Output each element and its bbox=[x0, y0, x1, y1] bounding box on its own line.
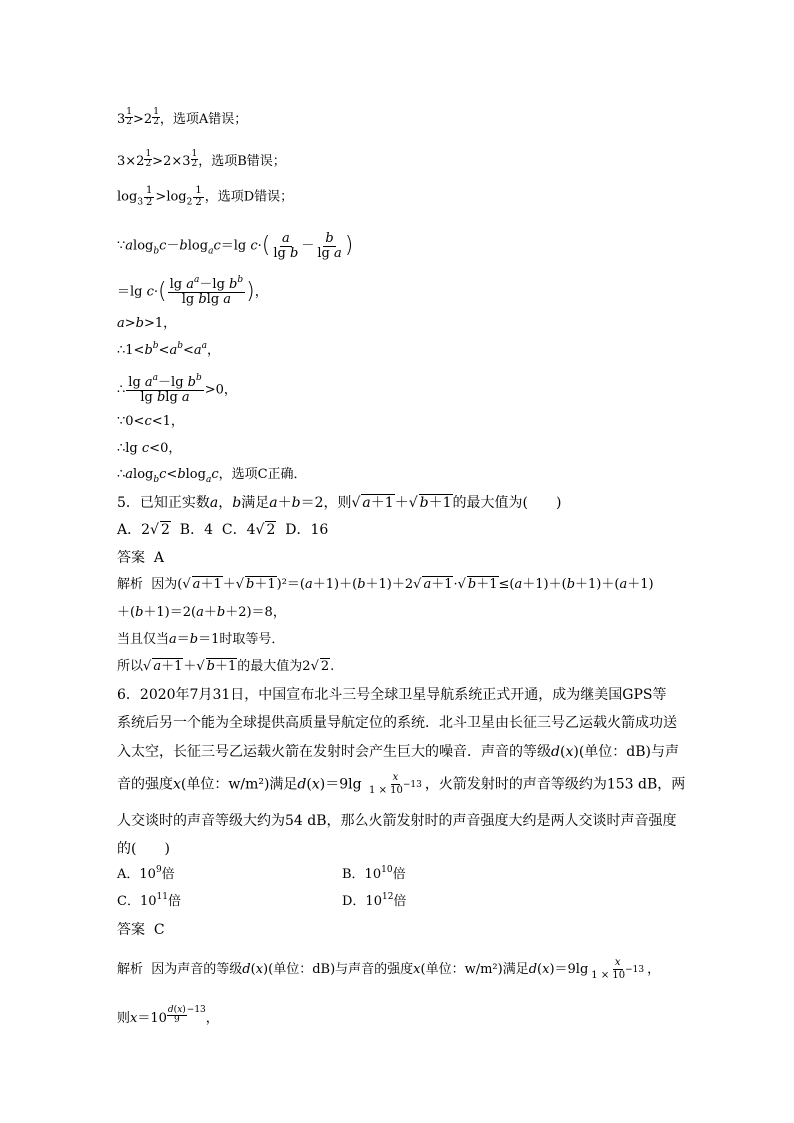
q6-answer-line bbox=[117, 921, 165, 939]
line-tail: ，选项C正确． bbox=[218, 467, 307, 482]
line-therefore-powers: $\therefore 1<b^b<a^b<a^a$， bbox=[117, 341, 221, 358]
q5-analysis-line3: 当且仅当a＝b＝1时取等号． bbox=[117, 632, 285, 647]
line-lg-c: ∴lg c<0， bbox=[117, 441, 182, 456]
q6-analysis-line2: 则x＝10 $\frac{d(x)}{9}$ $^{-13}$， bbox=[117, 1005, 219, 1026]
q5-option-d: D．16 bbox=[285, 522, 329, 538]
q5-analysis-line1: 解析 因为(√ a＋1＋√ b＋1)²＝(a＋1)＋(b＋1)＋2√ a＋1·√ b＋1≤(a＋1)＋(b＋1)＋(a＋1) bbox=[117, 577, 654, 592]
answer-label: 答案 bbox=[117, 922, 145, 938]
q6-stem-line6: 的( ) bbox=[117, 841, 170, 857]
q5-analysis-line4: 所以√ a＋1＋√ b＋1的最大值为2√ 2. bbox=[117, 659, 335, 674]
line-tail: ，选项D错误； bbox=[204, 189, 294, 205]
q5-analysis-text: 的最大值为 bbox=[237, 659, 303, 674]
q5-analysis-text: 时取等号． bbox=[219, 632, 285, 647]
q6-option-b-label: B．10 bbox=[342, 867, 382, 882]
q6-option-d-label: D．10 bbox=[342, 894, 382, 909]
q6-analysis-line1: 解析 因为声音的等级d(x)(单位：dB)与声音的强度x(单位：w/m²)满足d(x)＝9lg $\frac{x}{1 \times 10^{-13}}$ ， bbox=[117, 957, 661, 981]
q5-analysis-line2: ＋(b＋1)＝2(a＋b＋2)＝8， bbox=[117, 605, 286, 620]
q6-answer: C bbox=[153, 922, 165, 938]
line-compare-powers-a: 3 $\frac{1}{2}$ >2 $\frac{1}{2}$ ，选项A错误； bbox=[117, 107, 248, 127]
line-because-expression: ∵alog$_b$c－blog$_a$c＝lg c·( $\frac{a}{\text{lg b}}$ － $\frac{b}{\text{lg a}}$ ) bbox=[117, 231, 354, 261]
q5-analysis-text: 因为 bbox=[151, 577, 178, 592]
line-compare-powers-b: 3×2 $\frac{1}{2}$ >2×3 $\frac{1}{2}$ ，选项B错误； bbox=[117, 149, 286, 169]
q5-stem: 5．已知正实数a，b满足a＋b＝2，则√ a＋1＋√ b＋1的最大值为( ) bbox=[117, 495, 562, 511]
q6-analysis-text: (单位：w/m²)满足 bbox=[420, 962, 529, 977]
q6-option-a: A．$10^9$倍 bbox=[117, 865, 175, 882]
q6-option-c-label: C．10 bbox=[117, 894, 157, 909]
times-text: 倍 bbox=[392, 867, 406, 882]
q5-answer-line bbox=[117, 549, 164, 567]
answer-label: 答案 bbox=[117, 550, 145, 566]
line-tail: ，选项B错误； bbox=[198, 154, 286, 169]
q5-option-a: A．2 bbox=[117, 522, 151, 538]
q6-stem-text: (单位：w/m²)满足 bbox=[180, 776, 298, 793]
times-text: 倍 bbox=[161, 867, 175, 882]
line-tail: ，选项A错误； bbox=[159, 112, 248, 127]
q5-analysis-text: 当且仅当 bbox=[117, 632, 170, 647]
q5-options: A．2√ 2 B．4 C．4√ 2 D．16 bbox=[117, 522, 329, 538]
q5-analysis-text: 所以 bbox=[117, 659, 144, 674]
q6-option-a-label: A．10 bbox=[117, 867, 156, 882]
times-text: 倍 bbox=[167, 894, 181, 909]
q6-stem-text: ，火箭发射时的声音等级约为153 dB，两 bbox=[424, 776, 686, 793]
q6-option-c: C．$10^{11}$倍 bbox=[117, 892, 181, 909]
q6-stem-line3: 入太空，长征三号乙运载火箭在发射时会产生巨大的噪音．声音的等级d(x)(单位：dB)与声 bbox=[117, 744, 679, 760]
q5-answer: A bbox=[153, 550, 165, 566]
q5-stem-text: 满足 bbox=[241, 495, 270, 511]
q6-stem-line5: 人交谈时的声音等级大约为54 dB，那么火箭发射时的声音强度大约是两人交谈时声音强度 bbox=[117, 813, 677, 829]
q6-analysis-text: (单位：dB)与声音的强度 bbox=[268, 962, 414, 977]
q6-stem-line4: 音的强度x(单位：w/m²)满足d(x)＝9lg $\frac{x}{1 \times 10^{-13}}$ ，火箭发射时的声音等级约为153 dB，两 bbox=[117, 772, 686, 796]
analysis-label: 解析 bbox=[117, 962, 144, 977]
q6-option-d: D．$10^{12}$倍 bbox=[342, 892, 407, 909]
q5-stem-text: ，则 bbox=[323, 495, 352, 511]
q6-stem-line2: 系统后另一个能为全球提供高质量导航定位的系统．北斗卫星由长征三号乙运载火箭成功送 bbox=[117, 715, 677, 731]
analysis-label: 解析 bbox=[117, 577, 144, 592]
q6-analysis-text: 则 bbox=[117, 1011, 131, 1026]
q6-stem-line1: 6．2020年7月31日，中国宣布北斗三号全球卫星导航系统正式开通，成为继美国GPS等 bbox=[117, 687, 667, 703]
q6-analysis-text: 因为声音的等级 bbox=[151, 962, 243, 977]
q5-stem-text: 的最大值为( ) bbox=[452, 495, 562, 511]
q6-option-b: B．$10^{10}$倍 bbox=[342, 865, 406, 882]
q6-stem-text: 音的强度 bbox=[117, 776, 173, 793]
line-therefore-fraction: ∴ $\frac{\lg a^a-\lg b^b}{\text{lg blg a}}$ >0， bbox=[117, 373, 237, 405]
q5-option-b: B．4 bbox=[179, 522, 213, 538]
line-a-gt-b: a>b>1， bbox=[117, 316, 177, 331]
line-compare-logs: $\log_3$ $\frac{1}{2}$ $>\log_2$ $\frac{1}{2}$ ，选项D错误； bbox=[117, 185, 294, 208]
q6-stem-text: 入太空，长征三号乙运载火箭在发射时会产生巨大的噪音．声音的等级 bbox=[117, 744, 551, 760]
line-equals-expression: ＝lg c·( $\frac{\lg a^a-\lg b^b}{\text{lg blg a}}$ )， bbox=[117, 275, 268, 307]
line-conclusion-c: ∴alog$_b$c<blog$_a$c，选项C正确． bbox=[117, 467, 307, 485]
q6-stem-text: (单位：dB)与声 bbox=[578, 744, 679, 760]
q5-option-c: C．4 bbox=[221, 522, 256, 538]
q5-stem-text: 5．已知正实数 bbox=[117, 495, 210, 511]
line-c-range: ∵0<c<1， bbox=[117, 414, 184, 429]
times-text: 倍 bbox=[393, 894, 407, 909]
